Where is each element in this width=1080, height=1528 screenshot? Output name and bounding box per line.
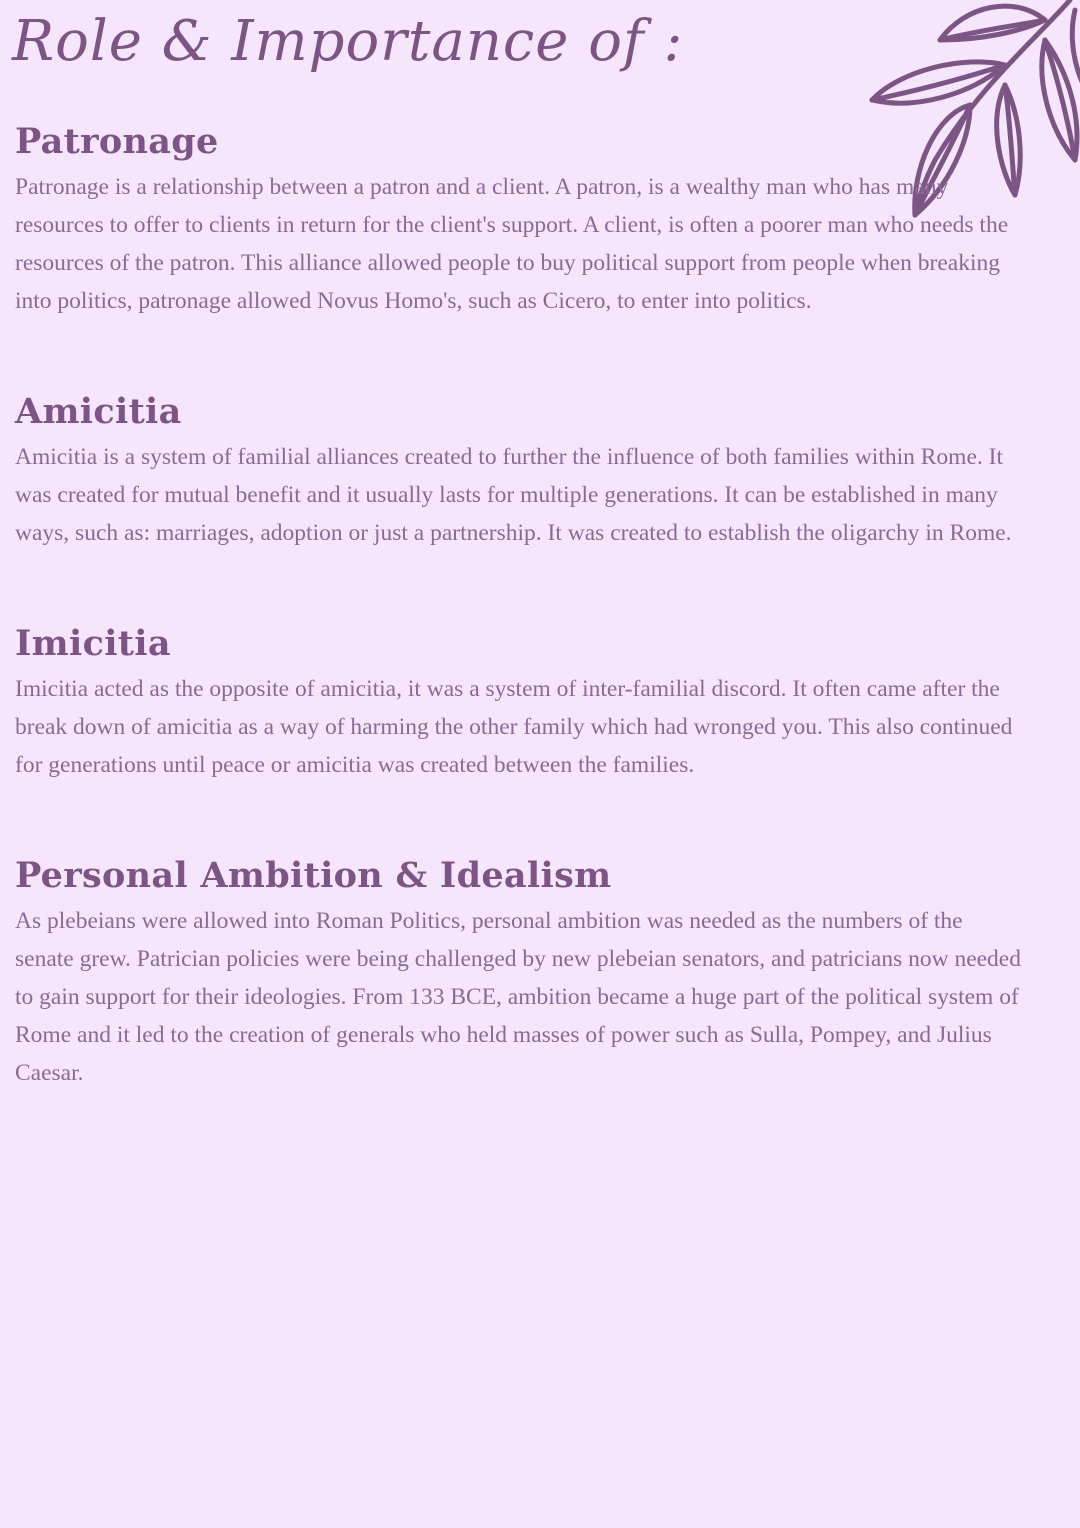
page-title: Role & Importance of : [12,9,684,74]
section-patronage [15,120,1025,320]
section-imicitia [15,622,1025,784]
section-body: Patronage is a relationship between a patron and a client. A patron, is a wealthy man who has many resources to offer to clients in return for the client's support. A client, is often a poorer man who needs the resources of the patron. This alliance allowed people to buy political support from people when breaking into politics, patronage allowed Novus Homo's, such as Cicero, to enter into politics. [15,174,1009,314]
section-body: Imicitia acted as the opposite of amicitia, it was a system of inter-familial discord. It often came after the break down of amicitia as a way of harming the other family which had wronged you. This also continued for generations until peace or amicitia was created between the families. [15,676,1013,778]
section-amicitia [15,390,1025,552]
section-personal-ambition [15,854,1025,1092]
section-heading: Personal Ambition & Idealism [15,855,612,896]
section-heading: Imicitia [15,623,171,664]
section-body: Amicitia is a system of familial alliances created to further the influence of both families within Rome. It was created for mutual benefit and it usually lasts for multiple generations. It can be established in many ways, such as: marriages, adoption or just a partnership. It was created to establish the oligarchy in Rome. [15,444,1012,546]
section-heading: Amicitia [15,391,182,432]
section-heading: Patronage [15,121,219,162]
section-body: As plebeians were allowed into Roman Politics, personal ambition was needed as the numbers of the senate grew. Patrician policies were being challenged by new plebeian senators, and patricians now needed to gain support for their ideologies. From 133 BCE, ambition became a huge part of the political system of Rome and it led to the creation of generals who held masses of power such as Sulla, Pompey, and Julius Caesar. [15,908,1021,1086]
